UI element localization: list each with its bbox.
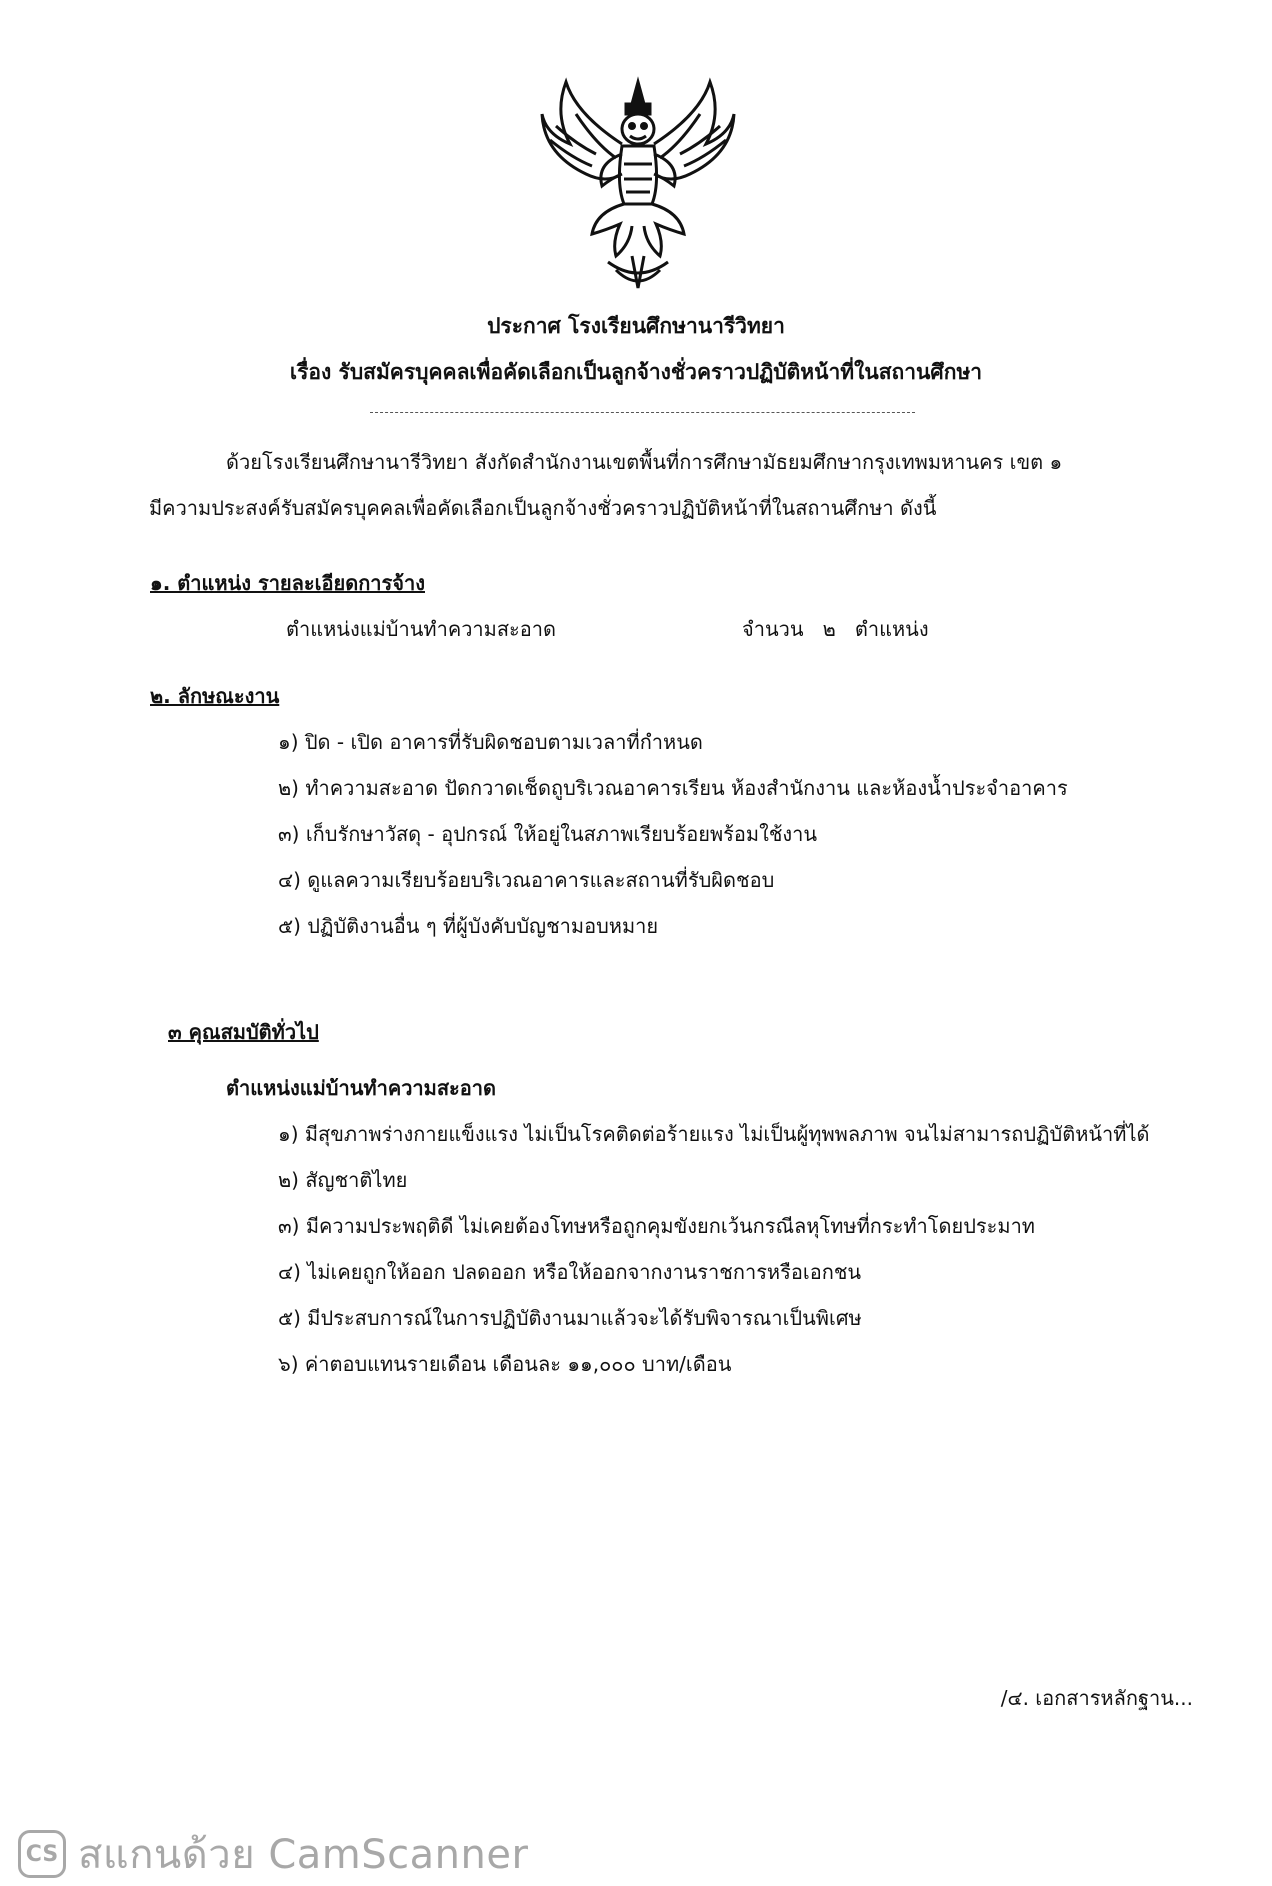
- section-2-heading: ๒. ลักษณะงาน: [150, 684, 280, 708]
- announcement-title: ประกาศ โรงเรียนศึกษานารีวิทยา: [487, 314, 785, 338]
- duty-item: ๑) ปิด - เปิด อาคารที่รับผิดชอบตามเวลาที่กำหนด: [278, 730, 703, 754]
- continuation-note: /๔. เอกสารหลักฐาน...: [1000, 1686, 1193, 1710]
- position-name: ตำแหน่งแม่บ้านทำความสะอาด: [286, 617, 557, 641]
- announcement-subject: เรื่อง รับสมัครบุคคลเพื่อคัดเลือกเป็นลูกจ้างชั่วคราวปฏิบัติหน้าที่ในสถานศึกษา: [289, 360, 983, 384]
- garuda-emblem-icon: [536, 74, 741, 294]
- duty-item: ๓) เก็บรักษาวัสดุ - อุปกรณ์ ให้อยู่ในสภาพเรียบร้อยพร้อมใช้งาน: [278, 822, 818, 846]
- duty-item: ๒) ทำความสะอาด ปัดกวาดเช็ดถูบริเวณอาคารเรียน ห้องสำนักงาน และห้องน้ำประจำอาคาร: [278, 776, 1068, 800]
- header-divider: [370, 412, 915, 413]
- section-1-heading: ๑. ตำแหน่ง รายละเอียดการจ้าง: [150, 571, 425, 595]
- camscanner-watermark: [18, 1822, 528, 1886]
- section-3-heading: ๓ คุณสมบัติทั่วไป: [168, 1020, 319, 1044]
- qualification-item: ๑) มีสุขภาพร่างกายแข็งแรง ไม่เป็นโรคติดต่อร้ายแรง ไม่เป็นผู้ทุพพลภาพ จนไม่สามารถปฏิบัติหน้าที่ได้: [278, 1122, 1150, 1146]
- intro-line-2: มีความประสงค์รับสมัครบุคคลเพื่อคัดเลือกเป็นลูกจ้างชั่วคราวปฏิบัติหน้าที่ในสถานศึกษา ดังนี้: [149, 496, 937, 520]
- duty-item: ๔) ดูแลความเรียบร้อยบริเวณอาคารและสถานที่รับผิดชอบ: [278, 868, 775, 892]
- position-count: จำนวน ๒ ตำแหน่ง: [742, 617, 929, 641]
- duty-item: ๕) ปฏิบัติงานอื่น ๆ ที่ผู้บังคับบัญชามอบหมาย: [278, 914, 659, 938]
- qualification-item: ๔) ไม่เคยถูกให้ออก ปลดออก หรือให้ออกจากงานราชการหรือเอกชน: [278, 1260, 862, 1284]
- intro-line-1: ด้วยโรงเรียนศึกษานารีวิทยา สังกัดสำนักงานเขตพื้นที่การศึกษามัธยมศึกษากรุงเทพมหานคร เขต ๑: [226, 450, 1063, 474]
- camscanner-text: สแกนด้วย CamScanner: [78, 1832, 529, 1878]
- section-3-subheading: ตำแหน่งแม่บ้านทำความสะอาด: [226, 1076, 497, 1100]
- qualification-item: ๖) ค่าตอบแทนรายเดือน เดือนละ ๑๑,๐๐๐ บาท/เดือน: [278, 1352, 732, 1376]
- qualification-item: ๒) สัญชาติไทย: [278, 1168, 408, 1192]
- qualification-item: ๕) มีประสบการณ์ในการปฏิบัติงานมาแล้วจะได้รับพิจารณาเป็นพิเศษ: [278, 1306, 862, 1330]
- camscanner-logo-icon: CS: [18, 1830, 66, 1878]
- qualification-item: ๓) มีความประพฤติดี ไม่เคยต้องโทษหรือถูกคุมขังยกเว้นกรณีลหุโทษที่กระทำโดยประมาท: [278, 1214, 1035, 1238]
